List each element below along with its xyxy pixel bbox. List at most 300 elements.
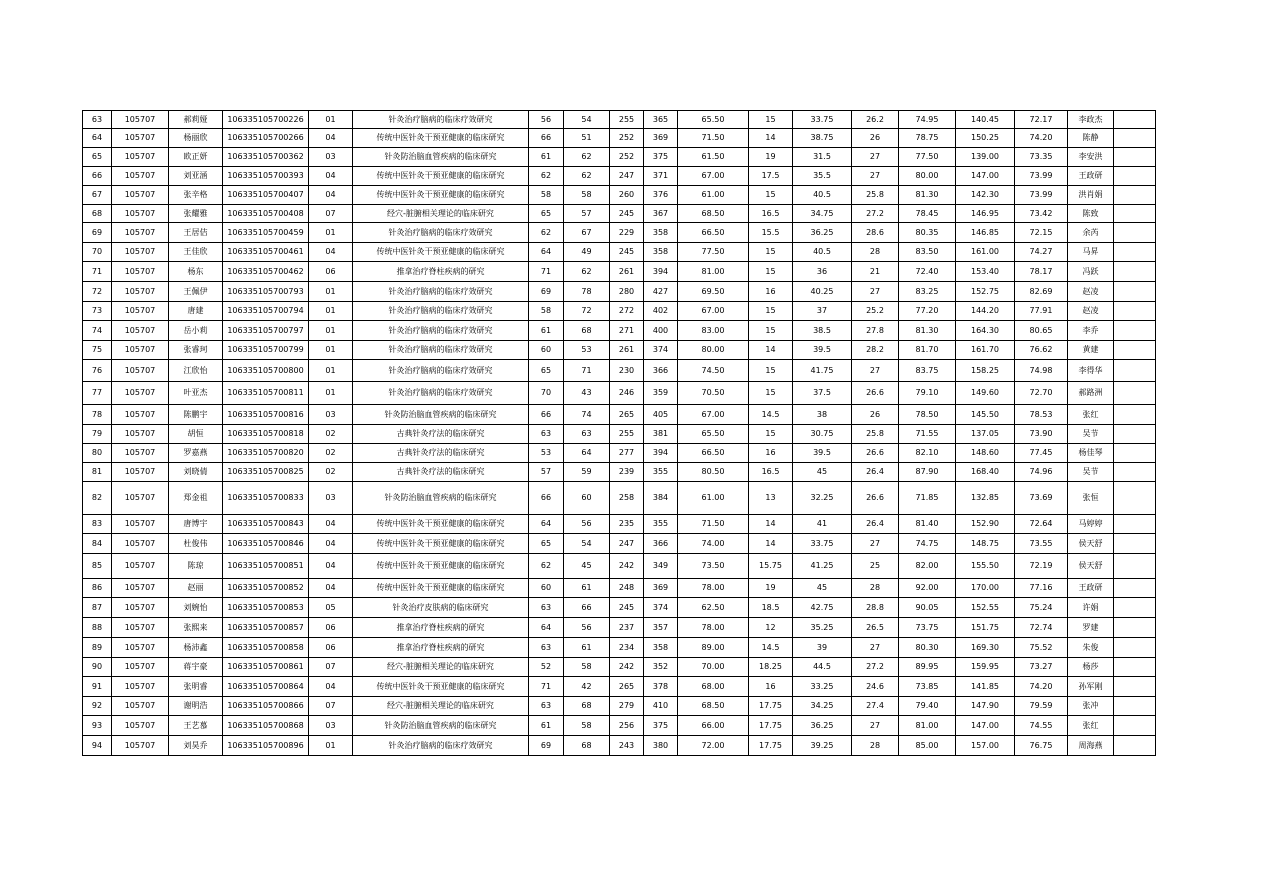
politics-score-cell: 64	[529, 515, 564, 534]
direction-code-cell: 06	[309, 638, 353, 658]
supervisor-cell: 陈静	[1068, 129, 1114, 148]
interview-score-cell: 80.00	[678, 341, 749, 360]
retest-total-cell: 142.30	[956, 186, 1015, 205]
remark-cell	[1114, 341, 1156, 360]
english-listening-cell: 15	[749, 243, 793, 262]
retest-total-cell: 157.00	[956, 736, 1015, 756]
supervisor-cell: 朱俊	[1068, 638, 1114, 658]
direction-cell: 针灸治疗脑病的临床疗效研究	[353, 302, 529, 321]
direction-code-cell: 04	[309, 186, 353, 205]
retest-score-cell: 79.40	[899, 697, 956, 716]
major-score-cell: 235	[610, 515, 644, 534]
politics-score-cell: 57	[529, 463, 564, 482]
direction-code-cell: 01	[309, 321, 353, 341]
interview-score-cell: 68.00	[678, 677, 749, 697]
name-cell: 杨沛鑫	[169, 638, 223, 658]
exam-id-cell: 106335105700852	[223, 579, 309, 598]
final-score-cell: 73.69	[1015, 482, 1068, 515]
unit-code-cell: 105707	[112, 223, 169, 243]
unit-code-cell: 105707	[112, 677, 169, 697]
major-score-cell: 256	[610, 716, 644, 736]
direction-code-cell: 04	[309, 129, 353, 148]
direction-code-cell: 07	[309, 658, 353, 677]
interview-score-cell: 71.50	[678, 129, 749, 148]
direction-code-cell: 01	[309, 302, 353, 321]
remark-cell	[1114, 463, 1156, 482]
interview-score-cell: 67.00	[678, 405, 749, 425]
english-score-cell: 58	[564, 186, 610, 205]
name-cell: 张睿珂	[169, 341, 223, 360]
skill-score-cell: 34.75	[793, 205, 852, 223]
retest-total-cell: 155.50	[956, 554, 1015, 579]
english-listening-cell: 18.25	[749, 658, 793, 677]
english-listening-cell: 17.75	[749, 716, 793, 736]
retest-total-cell: 144.20	[956, 302, 1015, 321]
interview-score-cell: 80.50	[678, 463, 749, 482]
final-score-cell: 74.98	[1015, 360, 1068, 382]
supervisor-cell: 周海燕	[1068, 736, 1114, 756]
english-score-cell: 61	[564, 579, 610, 598]
english-listening-cell: 12	[749, 618, 793, 638]
retest-score-cell: 81.30	[899, 321, 956, 341]
major-score-cell: 252	[610, 148, 644, 167]
total-score-cell: 359	[644, 382, 678, 405]
interview-score-cell: 72.00	[678, 736, 749, 756]
unit-code-cell: 105707	[112, 205, 169, 223]
english-score-cell: 57	[564, 205, 610, 223]
direction-code-cell: 02	[309, 444, 353, 463]
direction-cell: 针灸治疗皮肤病的临床研究	[353, 598, 529, 618]
english-score-cell: 58	[564, 658, 610, 677]
comprehensive-cell: 27.4	[852, 697, 899, 716]
name-cell: 张明睿	[169, 677, 223, 697]
seq-cell: 85	[83, 554, 112, 579]
english-score-cell: 59	[564, 463, 610, 482]
skill-score-cell: 41	[793, 515, 852, 534]
name-cell: 刘亚涵	[169, 167, 223, 186]
retest-score-cell: 78.50	[899, 405, 956, 425]
comprehensive-cell: 26.6	[852, 382, 899, 405]
unit-code-cell: 105707	[112, 444, 169, 463]
direction-code-cell: 04	[309, 167, 353, 186]
major-score-cell: 255	[610, 425, 644, 444]
retest-total-cell: 137.05	[956, 425, 1015, 444]
seq-cell: 68	[83, 205, 112, 223]
politics-score-cell: 63	[529, 638, 564, 658]
table-row	[83, 638, 1156, 658]
seq-cell: 90	[83, 658, 112, 677]
total-score-cell: 358	[644, 223, 678, 243]
name-cell: 杨东	[169, 262, 223, 282]
table-row	[83, 444, 1156, 463]
total-score-cell: 357	[644, 618, 678, 638]
final-score-cell: 77.16	[1015, 579, 1068, 598]
retest-total-cell: 159.95	[956, 658, 1015, 677]
final-score-cell: 73.42	[1015, 205, 1068, 223]
direction-cell: 经穴-脏腑相关理论的临床研究	[353, 697, 529, 716]
unit-code-cell: 105707	[112, 638, 169, 658]
direction-cell: 传统中医针灸干预亚健康的临床研究	[353, 579, 529, 598]
name-cell: 王佩伊	[169, 282, 223, 302]
comprehensive-cell: 27	[852, 148, 899, 167]
seq-cell: 73	[83, 302, 112, 321]
seq-cell: 93	[83, 716, 112, 736]
politics-score-cell: 69	[529, 282, 564, 302]
major-score-cell: 280	[610, 282, 644, 302]
remark-cell	[1114, 262, 1156, 282]
retest-total-cell: 139.00	[956, 148, 1015, 167]
english-score-cell: 61	[564, 638, 610, 658]
english-score-cell: 54	[564, 111, 610, 129]
interview-score-cell: 78.00	[678, 579, 749, 598]
english-score-cell: 68	[564, 736, 610, 756]
comprehensive-cell: 26.6	[852, 482, 899, 515]
politics-score-cell: 53	[529, 444, 564, 463]
exam-id-cell: 106335105700362	[223, 148, 309, 167]
english-listening-cell: 16	[749, 444, 793, 463]
skill-score-cell: 37	[793, 302, 852, 321]
major-score-cell: 247	[610, 534, 644, 554]
direction-code-cell: 01	[309, 111, 353, 129]
retest-score-cell: 87.90	[899, 463, 956, 482]
skill-score-cell: 39.5	[793, 341, 852, 360]
comprehensive-cell: 24.6	[852, 677, 899, 697]
skill-score-cell: 40.5	[793, 186, 852, 205]
politics-score-cell: 69	[529, 736, 564, 756]
supervisor-cell: 吴节	[1068, 463, 1114, 482]
exam-id-cell: 106335105700816	[223, 405, 309, 425]
direction-code-cell: 01	[309, 341, 353, 360]
total-score-cell: 366	[644, 534, 678, 554]
remark-cell	[1114, 129, 1156, 148]
exam-id-cell: 106335105700799	[223, 341, 309, 360]
politics-score-cell: 61	[529, 321, 564, 341]
supervisor-cell: 张红	[1068, 716, 1114, 736]
seq-cell: 72	[83, 282, 112, 302]
table-row	[83, 716, 1156, 736]
final-score-cell: 78.53	[1015, 405, 1068, 425]
comprehensive-cell: 27.2	[852, 658, 899, 677]
remark-cell	[1114, 554, 1156, 579]
final-score-cell: 80.65	[1015, 321, 1068, 341]
total-score-cell: 410	[644, 697, 678, 716]
remark-cell	[1114, 697, 1156, 716]
politics-score-cell: 65	[529, 360, 564, 382]
english-listening-cell: 19	[749, 148, 793, 167]
remark-cell	[1114, 515, 1156, 534]
english-listening-cell: 17.75	[749, 736, 793, 756]
major-score-cell: 234	[610, 638, 644, 658]
retest-score-cell: 90.05	[899, 598, 956, 618]
direction-cell: 针灸防治脑血管疾病的临床研究	[353, 716, 529, 736]
retest-total-cell: 148.75	[956, 534, 1015, 554]
interview-score-cell: 66.00	[678, 716, 749, 736]
comprehensive-cell: 26.5	[852, 618, 899, 638]
table-row	[83, 148, 1156, 167]
total-score-cell: 405	[644, 405, 678, 425]
english-score-cell: 78	[564, 282, 610, 302]
politics-score-cell: 56	[529, 111, 564, 129]
interview-score-cell: 70.00	[678, 658, 749, 677]
total-score-cell: 374	[644, 341, 678, 360]
skill-score-cell: 39	[793, 638, 852, 658]
retest-total-cell: 149.60	[956, 382, 1015, 405]
supervisor-cell: 冯跃	[1068, 262, 1114, 282]
retest-total-cell: 148.60	[956, 444, 1015, 463]
direction-code-cell: 01	[309, 223, 353, 243]
name-cell: 叶亚杰	[169, 382, 223, 405]
retest-total-cell: 168.40	[956, 463, 1015, 482]
major-score-cell: 272	[610, 302, 644, 321]
retest-total-cell: 151.75	[956, 618, 1015, 638]
unit-code-cell: 105707	[112, 148, 169, 167]
english-listening-cell: 17.5	[749, 167, 793, 186]
english-score-cell: 64	[564, 444, 610, 463]
retest-total-cell: 152.55	[956, 598, 1015, 618]
supervisor-cell: 李政杰	[1068, 111, 1114, 129]
unit-code-cell: 105707	[112, 405, 169, 425]
unit-code-cell: 105707	[112, 598, 169, 618]
english-score-cell: 67	[564, 223, 610, 243]
final-score-cell: 82.69	[1015, 282, 1068, 302]
retest-score-cell: 81.30	[899, 186, 956, 205]
seq-cell: 76	[83, 360, 112, 382]
skill-score-cell: 34.25	[793, 697, 852, 716]
final-score-cell: 79.59	[1015, 697, 1068, 716]
retest-score-cell: 81.00	[899, 716, 956, 736]
major-score-cell: 230	[610, 360, 644, 382]
remark-cell	[1114, 425, 1156, 444]
total-score-cell: 376	[644, 186, 678, 205]
comprehensive-cell: 28	[852, 579, 899, 598]
comprehensive-cell: 27.2	[852, 205, 899, 223]
name-cell: 杨丽欣	[169, 129, 223, 148]
english-listening-cell: 16	[749, 282, 793, 302]
final-score-cell: 74.20	[1015, 129, 1068, 148]
retest-score-cell: 83.75	[899, 360, 956, 382]
exam-id-cell: 106335105700851	[223, 554, 309, 579]
seq-cell: 87	[83, 598, 112, 618]
english-listening-cell: 15	[749, 321, 793, 341]
exam-id-cell: 106335105700266	[223, 129, 309, 148]
politics-score-cell: 71	[529, 677, 564, 697]
politics-score-cell: 65	[529, 534, 564, 554]
english-listening-cell: 16.5	[749, 205, 793, 223]
seq-cell: 69	[83, 223, 112, 243]
direction-cell: 传统中医针灸干预亚健康的临床研究	[353, 515, 529, 534]
name-cell: 刘昊乔	[169, 736, 223, 756]
final-score-cell: 73.99	[1015, 167, 1068, 186]
english-score-cell: 62	[564, 148, 610, 167]
name-cell: 郑金祖	[169, 482, 223, 515]
total-score-cell: 355	[644, 463, 678, 482]
major-score-cell: 247	[610, 167, 644, 186]
supervisor-cell: 李安洪	[1068, 148, 1114, 167]
english-listening-cell: 15	[749, 360, 793, 382]
comprehensive-cell: 27	[852, 360, 899, 382]
supervisor-cell: 洪肖娟	[1068, 186, 1114, 205]
politics-score-cell: 60	[529, 579, 564, 598]
direction-code-cell: 06	[309, 618, 353, 638]
remark-cell	[1114, 405, 1156, 425]
retest-score-cell: 73.75	[899, 618, 956, 638]
exam-id-cell: 106335105700794	[223, 302, 309, 321]
interview-score-cell: 66.50	[678, 444, 749, 463]
interview-score-cell: 65.50	[678, 425, 749, 444]
name-cell: 岳小莉	[169, 321, 223, 341]
unit-code-cell: 105707	[112, 736, 169, 756]
english-score-cell: 71	[564, 360, 610, 382]
seq-cell: 64	[83, 129, 112, 148]
supervisor-cell: 马昇	[1068, 243, 1114, 262]
name-cell: 罗嘉燕	[169, 444, 223, 463]
remark-cell	[1114, 638, 1156, 658]
comprehensive-cell: 28	[852, 243, 899, 262]
remark-cell	[1114, 716, 1156, 736]
supervisor-cell: 李得华	[1068, 360, 1114, 382]
direction-cell: 针灸防治脑血管疾病的临床研究	[353, 405, 529, 425]
total-score-cell: 375	[644, 148, 678, 167]
direction-cell: 针灸治疗脑病的临床疗效研究	[353, 111, 529, 129]
direction-code-cell: 04	[309, 534, 353, 554]
final-score-cell: 74.20	[1015, 677, 1068, 697]
skill-score-cell: 36.25	[793, 223, 852, 243]
exam-id-cell: 106335105700407	[223, 186, 309, 205]
unit-code-cell: 105707	[112, 111, 169, 129]
supervisor-cell: 张冲	[1068, 697, 1114, 716]
unit-code-cell: 105707	[112, 129, 169, 148]
table-body	[83, 111, 1156, 756]
direction-cell: 针灸治疗脑病的临床疗效研究	[353, 382, 529, 405]
english-score-cell: 53	[564, 341, 610, 360]
direction-cell: 古典针灸疗法的临床研究	[353, 463, 529, 482]
remark-cell	[1114, 482, 1156, 515]
direction-code-cell: 03	[309, 405, 353, 425]
direction-cell: 传统中医针灸干预亚健康的临床研究	[353, 186, 529, 205]
major-score-cell: 279	[610, 697, 644, 716]
politics-score-cell: 58	[529, 302, 564, 321]
comprehensive-cell: 26.2	[852, 111, 899, 129]
total-score-cell: 384	[644, 482, 678, 515]
english-score-cell: 54	[564, 534, 610, 554]
direction-cell: 传统中医针灸干预亚健康的临床研究	[353, 129, 529, 148]
major-score-cell: 239	[610, 463, 644, 482]
english-score-cell: 49	[564, 243, 610, 262]
direction-cell: 推拿治疗脊柱疾病的研究	[353, 618, 529, 638]
retest-total-cell: 164.30	[956, 321, 1015, 341]
table-row	[83, 129, 1156, 148]
seq-cell: 94	[83, 736, 112, 756]
politics-score-cell: 64	[529, 618, 564, 638]
interview-score-cell: 61.50	[678, 148, 749, 167]
major-score-cell: 271	[610, 321, 644, 341]
retest-score-cell: 82.10	[899, 444, 956, 463]
name-cell: 胡恒	[169, 425, 223, 444]
final-score-cell: 73.99	[1015, 186, 1068, 205]
table-row	[83, 658, 1156, 677]
skill-score-cell: 35.25	[793, 618, 852, 638]
supervisor-cell: 张恒	[1068, 482, 1114, 515]
major-score-cell: 261	[610, 341, 644, 360]
name-cell: 陈鹏宇	[169, 405, 223, 425]
seq-cell: 77	[83, 382, 112, 405]
politics-score-cell: 62	[529, 223, 564, 243]
exam-id-cell: 106335105700868	[223, 716, 309, 736]
table-row	[83, 360, 1156, 382]
remark-cell	[1114, 658, 1156, 677]
unit-code-cell: 105707	[112, 425, 169, 444]
retest-score-cell: 77.20	[899, 302, 956, 321]
comprehensive-cell: 28.6	[852, 223, 899, 243]
politics-score-cell: 65	[529, 205, 564, 223]
seq-cell: 86	[83, 579, 112, 598]
table-row	[83, 618, 1156, 638]
unit-code-cell: 105707	[112, 262, 169, 282]
major-score-cell: 265	[610, 405, 644, 425]
direction-code-cell: 07	[309, 205, 353, 223]
retest-total-cell: 147.90	[956, 697, 1015, 716]
supervisor-cell: 杨莎	[1068, 658, 1114, 677]
unit-code-cell: 105707	[112, 243, 169, 262]
major-score-cell: 265	[610, 677, 644, 697]
total-score-cell: 375	[644, 716, 678, 736]
seq-cell: 66	[83, 167, 112, 186]
unit-code-cell: 105707	[112, 716, 169, 736]
politics-score-cell: 70	[529, 382, 564, 405]
name-cell: 王佳欣	[169, 243, 223, 262]
comprehensive-cell: 27	[852, 638, 899, 658]
total-score-cell: 369	[644, 579, 678, 598]
english-listening-cell: 14.5	[749, 405, 793, 425]
supervisor-cell: 赵凌	[1068, 282, 1114, 302]
politics-score-cell: 64	[529, 243, 564, 262]
direction-cell: 针灸治疗脑病的临床疗效研究	[353, 223, 529, 243]
interview-score-cell: 67.00	[678, 302, 749, 321]
final-score-cell: 77.45	[1015, 444, 1068, 463]
english-score-cell: 51	[564, 129, 610, 148]
english-listening-cell: 13	[749, 482, 793, 515]
english-listening-cell: 15	[749, 186, 793, 205]
table-row	[83, 111, 1156, 129]
english-score-cell: 42	[564, 677, 610, 697]
direction-cell: 针灸防治脑血管疾病的临床研究	[353, 148, 529, 167]
supervisor-cell: 马婷婷	[1068, 515, 1114, 534]
direction-cell: 经穴-脏腑相关理论的临床研究	[353, 205, 529, 223]
retest-total-cell: 169.30	[956, 638, 1015, 658]
remark-cell	[1114, 167, 1156, 186]
english-listening-cell: 16	[749, 677, 793, 697]
name-cell: 张熙来	[169, 618, 223, 638]
politics-score-cell: 58	[529, 186, 564, 205]
politics-score-cell: 63	[529, 425, 564, 444]
unit-code-cell: 105707	[112, 341, 169, 360]
seq-cell: 63	[83, 111, 112, 129]
retest-score-cell: 83.50	[899, 243, 956, 262]
english-score-cell: 60	[564, 482, 610, 515]
major-score-cell: 245	[610, 598, 644, 618]
name-cell: 张辛格	[169, 186, 223, 205]
comprehensive-cell: 26.6	[852, 444, 899, 463]
direction-code-cell: 05	[309, 598, 353, 618]
direction-code-cell: 01	[309, 360, 353, 382]
exam-id-cell: 106335105700846	[223, 534, 309, 554]
retest-score-cell: 89.95	[899, 658, 956, 677]
english-score-cell: 66	[564, 598, 610, 618]
unit-code-cell: 105707	[112, 482, 169, 515]
retest-score-cell: 80.00	[899, 167, 956, 186]
exam-id-cell: 106335105700864	[223, 677, 309, 697]
remark-cell	[1114, 677, 1156, 697]
